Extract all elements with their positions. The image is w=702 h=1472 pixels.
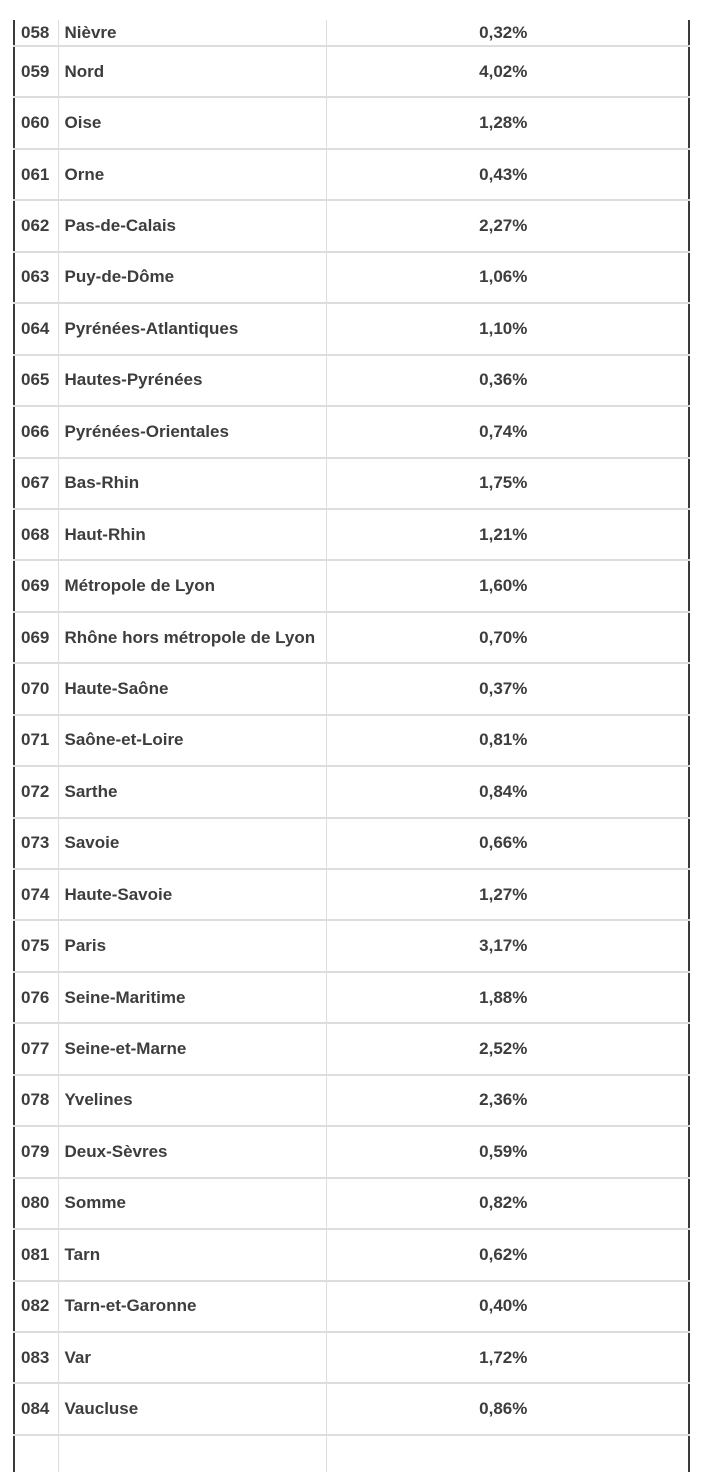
table-row	[14, 1383, 689, 1434]
department-code-cell: 081	[14, 1229, 58, 1280]
department-name-cell: Savoie	[58, 818, 326, 869]
department-name-cell: Rhône hors métropole de Lyon	[58, 612, 326, 663]
table-row	[14, 766, 689, 817]
table-row	[14, 46, 689, 97]
table-row	[14, 1332, 689, 1383]
table-row	[14, 1229, 689, 1280]
department-name-cell: Sarthe	[58, 766, 326, 817]
department-name-cell: Paris	[58, 920, 326, 971]
percentage-cell: 1,88%	[326, 972, 689, 1023]
department-name-cell: Orne	[58, 149, 326, 200]
percentage-cell: 1,21%	[326, 509, 689, 560]
department-code-cell: 084	[14, 1383, 58, 1434]
department-code-cell: 070	[14, 663, 58, 714]
department-name-cell: Haute-Savoie	[58, 869, 326, 920]
department-name-cell: Yvelines	[58, 1075, 326, 1126]
department-name-cell: Somme	[58, 1178, 326, 1229]
department-name-cell: Tarn	[58, 1229, 326, 1280]
table-row	[14, 355, 689, 406]
department-name-cell: Var	[58, 1332, 326, 1383]
table-row	[14, 252, 689, 303]
table-row	[14, 1126, 689, 1177]
department-name-cell: Seine-Maritime	[58, 972, 326, 1023]
department-code-cell: 064	[14, 303, 58, 354]
department-code-cell: 061	[14, 149, 58, 200]
department-name-cell: Pyrénées-Atlantiques	[58, 303, 326, 354]
table-row	[14, 1075, 689, 1126]
table-row	[14, 1023, 689, 1074]
percentage-cell: 1,10%	[326, 303, 689, 354]
department-code-cell: 062	[14, 200, 58, 251]
table-row	[14, 20, 689, 46]
percentage-cell: 0,70%	[326, 612, 689, 663]
percentage-cell: 0,59%	[326, 1126, 689, 1177]
department-code-cell: 069	[14, 560, 58, 611]
department-name-cell: Puy-de-Dôme	[58, 252, 326, 303]
department-name-cell: Seine-et-Marne	[58, 1023, 326, 1074]
table-row	[14, 406, 689, 457]
percentage-cell: 1,75%	[326, 458, 689, 509]
percentage-cell: 1,72%	[326, 1332, 689, 1383]
empty-cell	[326, 1435, 689, 1472]
percentage-cell: 1,27%	[326, 869, 689, 920]
empty-table-row	[14, 1435, 689, 1472]
percentage-cell: 0,36%	[326, 355, 689, 406]
percentage-cell: 0,81%	[326, 715, 689, 766]
table-row	[14, 509, 689, 560]
percentage-cell: 0,37%	[326, 663, 689, 714]
department-code-cell: 073	[14, 818, 58, 869]
empty-cell	[14, 1435, 58, 1472]
department-code-cell: 063	[14, 252, 58, 303]
table-row	[14, 920, 689, 971]
department-code-cell: 075	[14, 920, 58, 971]
percentage-cell: 0,62%	[326, 1229, 689, 1280]
percentage-cell: 1,28%	[326, 97, 689, 148]
department-code-cell: 083	[14, 1332, 58, 1383]
percentage-cell: 1,06%	[326, 252, 689, 303]
percentage-cell: 0,74%	[326, 406, 689, 457]
percentage-cell: 0,32%	[326, 20, 689, 46]
department-code-cell: 074	[14, 869, 58, 920]
table-row	[14, 1178, 689, 1229]
department-code-cell: 058	[14, 20, 58, 46]
percentage-cell: 2,52%	[326, 1023, 689, 1074]
department-name-cell: Hautes-Pyrénées	[58, 355, 326, 406]
table-row	[14, 458, 689, 509]
department-code-cell: 060	[14, 97, 58, 148]
department-code-cell: 079	[14, 1126, 58, 1177]
percentage-cell: 0,40%	[326, 1281, 689, 1332]
department-code-cell: 077	[14, 1023, 58, 1074]
table-row	[14, 869, 689, 920]
table-row	[14, 149, 689, 200]
department-name-cell: Pyrénées-Orientales	[58, 406, 326, 457]
empty-cell	[58, 1435, 326, 1472]
percentage-cell: 0,84%	[326, 766, 689, 817]
percentage-cell: 0,86%	[326, 1383, 689, 1434]
percentage-cell: 2,36%	[326, 1075, 689, 1126]
department-code-cell: 059	[14, 46, 58, 97]
table-body	[14, 20, 689, 1472]
percentage-cell: 4,02%	[326, 46, 689, 97]
department-code-cell: 065	[14, 355, 58, 406]
department-name-cell: Oise	[58, 97, 326, 148]
department-table-container	[13, 20, 688, 1472]
percentage-cell: 0,82%	[326, 1178, 689, 1229]
table-row	[14, 612, 689, 663]
department-name-cell: Bas-Rhin	[58, 458, 326, 509]
table-row	[14, 663, 689, 714]
percentage-cell: 1,60%	[326, 560, 689, 611]
department-code-cell: 080	[14, 1178, 58, 1229]
department-name-cell: Haut-Rhin	[58, 509, 326, 560]
percentage-cell: 3,17%	[326, 920, 689, 971]
department-name-cell: Pas-de-Calais	[58, 200, 326, 251]
table-row	[14, 1281, 689, 1332]
department-name-cell: Métropole de Lyon	[58, 560, 326, 611]
department-table	[13, 20, 690, 1472]
department-code-cell: 082	[14, 1281, 58, 1332]
department-code-cell: 078	[14, 1075, 58, 1126]
department-name-cell: Haute-Saône	[58, 663, 326, 714]
department-name-cell: Nord	[58, 46, 326, 97]
department-code-cell: 071	[14, 715, 58, 766]
table-row	[14, 818, 689, 869]
department-code-cell: 067	[14, 458, 58, 509]
table-row	[14, 200, 689, 251]
table-row	[14, 97, 689, 148]
table-row	[14, 303, 689, 354]
department-code-cell: 069	[14, 612, 58, 663]
department-code-cell: 072	[14, 766, 58, 817]
table-row	[14, 972, 689, 1023]
department-name-cell: Saône-et-Loire	[58, 715, 326, 766]
department-name-cell: Vaucluse	[58, 1383, 326, 1434]
table-row	[14, 560, 689, 611]
department-code-cell: 076	[14, 972, 58, 1023]
department-code-cell: 068	[14, 509, 58, 560]
percentage-cell: 0,43%	[326, 149, 689, 200]
department-code-cell: 066	[14, 406, 58, 457]
percentage-cell: 2,27%	[326, 200, 689, 251]
table-row	[14, 715, 689, 766]
department-name-cell: Tarn-et-Garonne	[58, 1281, 326, 1332]
department-name-cell: Nièvre	[58, 20, 326, 46]
percentage-cell: 0,66%	[326, 818, 689, 869]
department-name-cell: Deux-Sèvres	[58, 1126, 326, 1177]
